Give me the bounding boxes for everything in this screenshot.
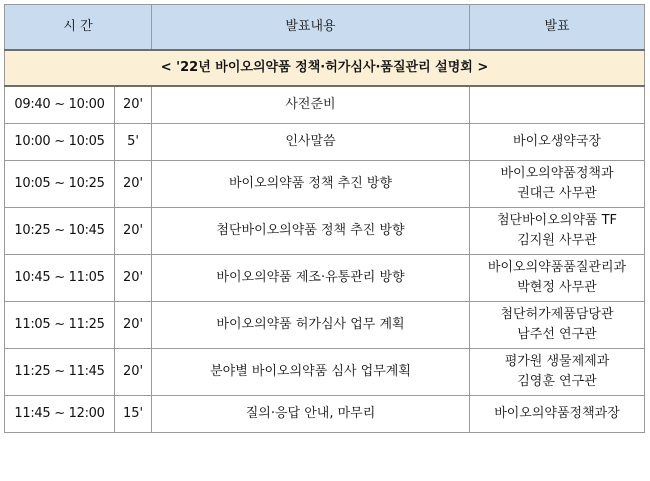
content-cell: 질의·응답 안내, 마무리 [152, 396, 470, 433]
content-cell: 첨단바이오의약품 정책 추진 방향 [152, 208, 470, 255]
presenter-line: 바이오의약품정책과장 [494, 406, 620, 421]
duration-cell: 20' [115, 208, 152, 255]
schedule-table [4, 4, 645, 433]
duration-cell: 20' [115, 302, 152, 349]
presenter-cell [470, 302, 645, 349]
presenter-cell [470, 349, 645, 396]
table-row [5, 86, 645, 124]
time-cell: 11:45 ~ 12:00 [5, 396, 115, 433]
header-content: 발표내용 [152, 5, 470, 51]
content-cell: 바이오의약품 제조·유통관리 방향 [152, 255, 470, 302]
presenter-cell [470, 86, 645, 124]
presenter-person: 권대근 사무관 [517, 186, 597, 201]
table-row [5, 349, 645, 396]
presenter-line: 바이오생약국장 [513, 134, 601, 149]
table-row [5, 124, 645, 161]
time-cell: 09:40 ~ 10:00 [5, 86, 115, 124]
content-cell: 바이오의약품 허가심사 업무 계획 [152, 302, 470, 349]
presenter-dept: 바이오의약품품질관리과 [487, 260, 627, 275]
time-cell: 11:05 ~ 11:25 [5, 302, 115, 349]
header-row [5, 5, 645, 51]
time-cell: 10:05 ~ 10:25 [5, 161, 115, 208]
presenter-cell [470, 396, 645, 433]
content-cell: 바이오의약품 정책 추진 방향 [152, 161, 470, 208]
table-row [5, 255, 645, 302]
duration-cell: 20' [115, 255, 152, 302]
table-row [5, 161, 645, 208]
event-title: < '22년 바이오의약품 정책·허가심사·품질관리 설명회 > [5, 50, 645, 86]
duration-cell: 20' [115, 86, 152, 124]
table-row [5, 396, 645, 433]
time-cell: 10:00 ~ 10:05 [5, 124, 115, 161]
event-banner-row [5, 50, 645, 86]
presenter-cell [470, 161, 645, 208]
presenter-person: 박현정 사무관 [517, 280, 597, 295]
table-row [5, 208, 645, 255]
presenter-cell [470, 124, 645, 161]
presenter-dept: 첨단허가제품담당관 [500, 307, 614, 322]
table-row [5, 302, 645, 349]
presenter-dept: 첨단바이오의약품 TF [496, 213, 617, 228]
duration-cell: 5' [115, 124, 152, 161]
duration-cell: 20' [115, 161, 152, 208]
presenter-cell [470, 255, 645, 302]
time-cell: 11:25 ~ 11:45 [5, 349, 115, 396]
presenter-dept: 평가원 생물제제과 [504, 354, 610, 369]
content-cell: 분야별 바이오의약품 심사 업무계획 [152, 349, 470, 396]
header-time: 시 간 [5, 5, 152, 51]
duration-cell: 15' [115, 396, 152, 433]
time-cell: 10:25 ~ 10:45 [5, 208, 115, 255]
content-cell: 인사말씀 [152, 124, 470, 161]
time-cell: 10:45 ~ 11:05 [5, 255, 115, 302]
presenter-dept: 바이오의약품정책과 [500, 166, 614, 181]
duration-cell: 20' [115, 349, 152, 396]
content-cell: 사전준비 [152, 86, 470, 124]
presenter-person: 김지원 사무관 [517, 233, 597, 248]
presenter-cell [470, 208, 645, 255]
presenter-person: 남주선 연구관 [517, 327, 597, 342]
header-presenter: 발표 [470, 5, 645, 51]
presenter-person: 김영훈 연구관 [517, 374, 597, 389]
